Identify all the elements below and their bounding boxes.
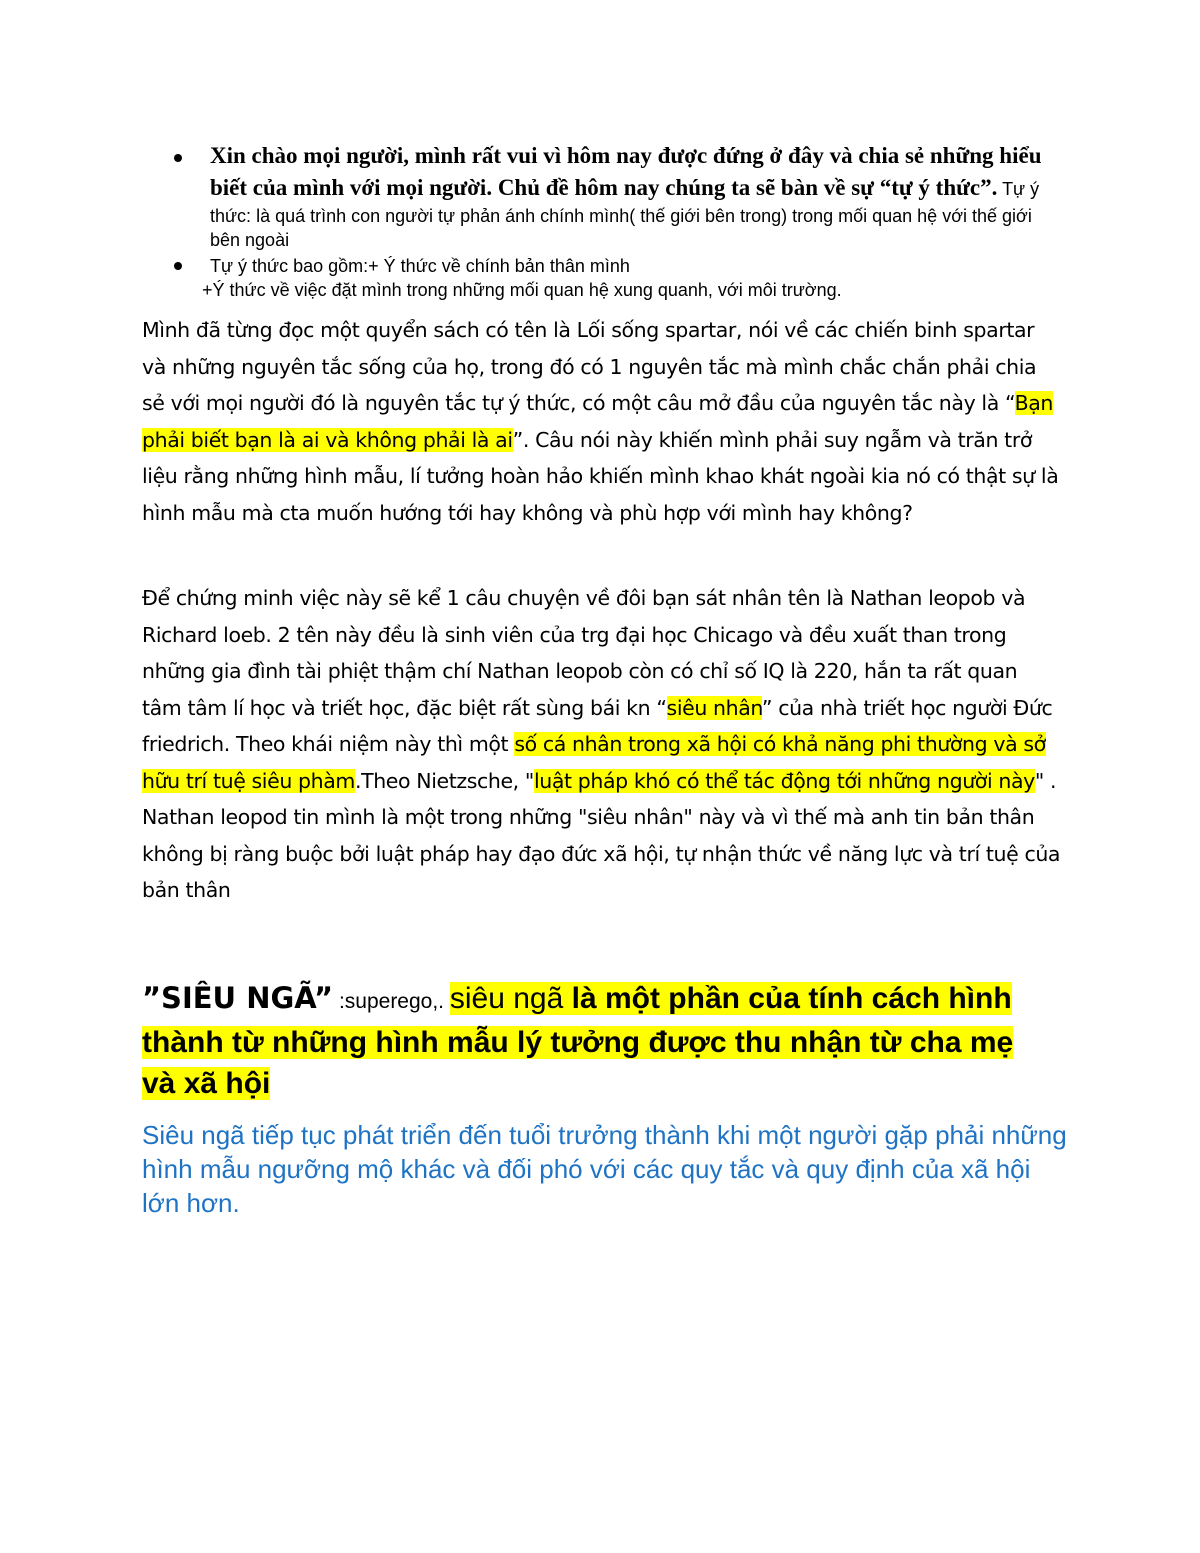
p2-text-b: ” của nhà triết học người Đức friedrich. Theo khái niệm này thì một	[142, 695, 1053, 756]
paragraph-spartan-book	[142, 312, 1062, 531]
p2-text-a: Để chứng minh việc này sẽ kể 1 câu chuyện về đôi bạn sát nhân tên là Nathan leopob và Richard loeb. 2 tên này đều là sinh viên của trg đại học Chicago và đều xuất than trong những gia đình tài phiệt thậm chí Nathan leopob còn có chỉ số IQ là 220, hắn ta rất quan tâm tâm lí học và triết học, đặc biệt rất sùng bái kn “	[142, 586, 1026, 720]
greeting-text: Xin chào mọi người, mình rất vui vì hôm nay được đứng ở đây và chia sẻ những hiểu biết của mình với mọi người. Chủ đề hôm nay chúng ta sẽ bàn về sự “tự ý thức”.	[210, 143, 1042, 200]
components-line-2: +Ý thức về việc đặt mình trong những mối quan hệ xung quanh, với môi trường.	[202, 280, 842, 300]
self-awareness-definition: Tự ý thức: là quá trình con người tự phản ánh chính mình( thế giới bên trong) trong mối quan hệ với thế giới bên ngoài	[210, 179, 1040, 250]
p2-text-d: " . Nathan leopod tin mình là một trong những "siêu nhân" này và vì thế mà anh tin bản thân không bị ràng buộc bởi luật pháp hay đạo đức xã hội, tự nhận thức về năng lực và trí tuệ của bản thân	[142, 768, 1061, 902]
bullet-item-greeting	[166, 140, 1066, 252]
highlight-law-quote: luật pháp khó có thể tác động tới những người này	[533, 768, 1035, 793]
superego-term: :superego,.	[333, 990, 450, 1013]
p1-text-a: Mình đã từng đọc một quyển sách có tên là Lối sống spartar, nói về các chiến binh spartar và những nguyên tắc sống của họ, trong đó có 1 nguyên tắc mà mình chắc chắn phải chia sẻ với mọi người đó là nguyên tắc tự ý thức, có một câu mở đầu của nguyên tắc này là “	[142, 318, 1037, 415]
superego-development-paragraph: Siêu ngã tiếp tục phát triển đến tuổi trưởng thành khi một người gặp phải những hình mẫu ngưỡng mộ khác và đối phó với các quy tắc và quy định của xã hội lớn hơn.	[142, 1120, 1067, 1218]
superego-def: là một phần của tính cách hình thành từ những hình mẫu lý tưởng được thu nhận từ cha mẹ và xã hội	[142, 982, 1014, 1100]
p1-text-b: ”. Câu nói này khiến mình phải suy ngẫm và trăn trở liệu rằng những hình mẫu, lí tưởng hoàn hảo khiến mình khao khát ngoài kia nó có thật sự là hình mẫu mà cta muốn hướng tới hay không và phù hợp với mình hay không?	[142, 427, 1059, 525]
highlight-superman: siêu nhân	[666, 695, 762, 720]
paragraph-nathan-story	[142, 580, 1062, 909]
bullet-item-components	[166, 254, 1066, 302]
bullet-icon	[174, 262, 182, 270]
components-line-1: Tự ý thức bao gồm:+ Ý thức về chính bản thân mình	[210, 256, 630, 276]
bullet-list	[166, 140, 1066, 302]
superego-title: ”SIÊU NGÃ”	[142, 981, 334, 1015]
highlight-quote: Bạn phải biết bạn là ai và không phải là ai	[142, 391, 1053, 452]
p2-text-c: .Theo Nietzsche, "	[354, 768, 534, 793]
highlight-exceptional-individuals: số cá nhân trong xã hội có khả năng phi thường và sở hữu trí tuệ siêu phàm	[142, 732, 1046, 793]
bullet-icon	[174, 154, 182, 162]
superego-definition	[142, 978, 1042, 1104]
superego-def-lead: siêu ngã	[449, 982, 572, 1015]
